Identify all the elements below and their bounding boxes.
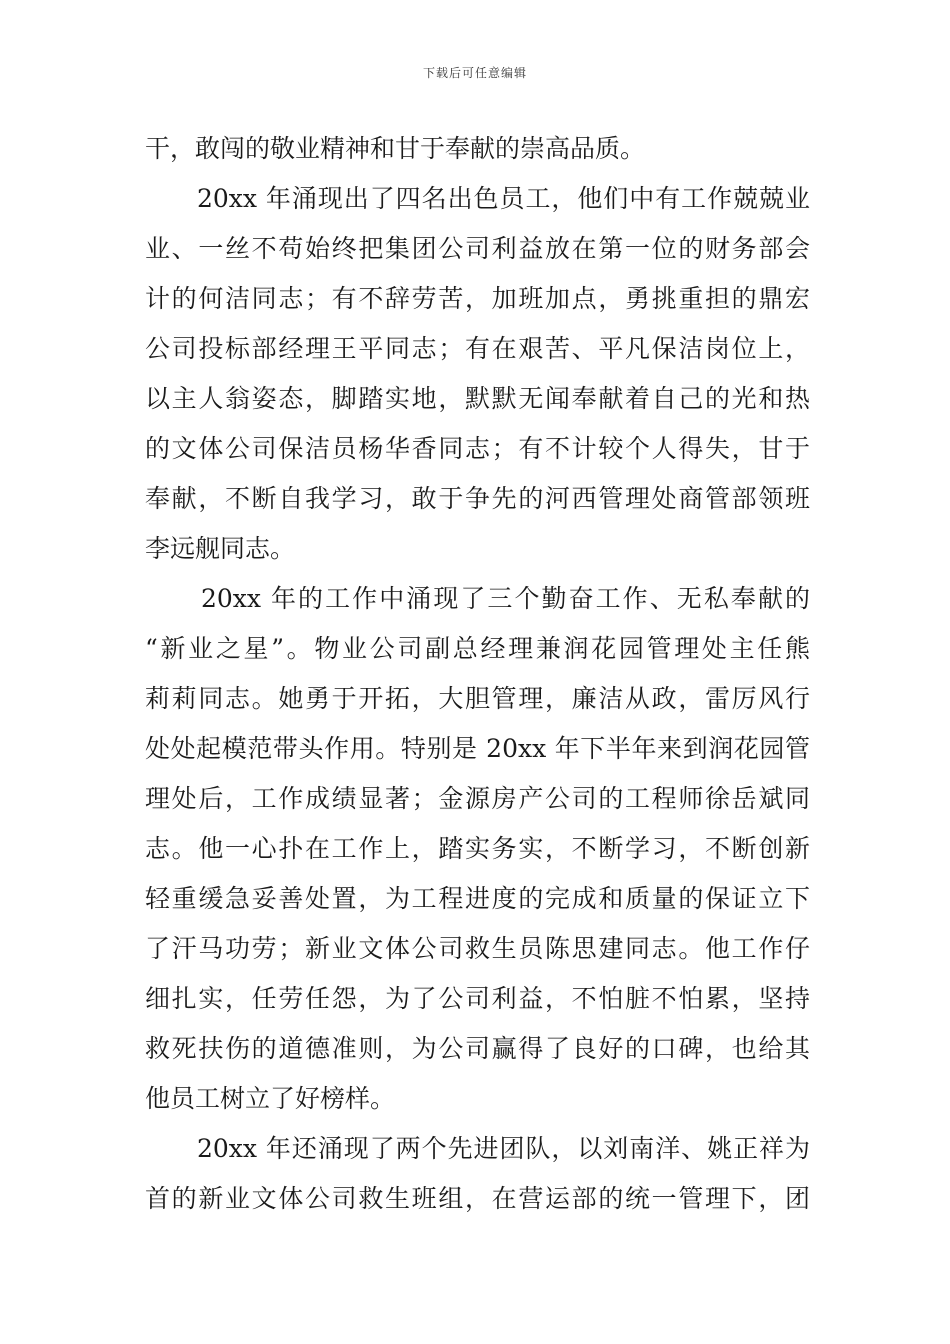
text-line: 他员工树立了好榜样。 [145, 1084, 396, 1113]
text-line: 了汗马功劳；新业文体公司救生员陈思建同志。他工作仔 [145, 934, 810, 963]
text-line: 奉献，不断自我学习，敢于争先的河西管理处商管部领班 [145, 484, 810, 513]
page-header: 下载后可任意编辑 [422, 66, 527, 80]
text-line: 理处后，工作成绩显著；金源房产公司的工程师徐岳斌同 [145, 784, 810, 813]
text-line: 志。他一心扑在工作上，踏实务实，不断学习，不断创新 [145, 834, 810, 863]
text-line: 20xx 年涌现出了四名出色员工，他们中有工作兢兢业 [197, 184, 810, 213]
text-line: 救死扶伤的道德准则，为公司赢得了良好的口碑，也给其 [145, 1034, 810, 1063]
text-line: 轻重缓急妥善处置，为工程进度的完成和质量的保证立下 [145, 884, 810, 913]
text-line: 20xx 年的工作中涌现了三个勤奋工作、无私奉献的 [201, 584, 810, 613]
document-body [145, 124, 810, 1224]
text-line: 以主人翁姿态，脚踏实地，默默无闻奉献着自己的光和热 [145, 384, 810, 413]
text-line: 20xx 年还涌现了两个先进团队，以刘南洋、姚正祥为 [197, 1134, 810, 1163]
text-line: 业、一丝不苟始终把集团公司利益放在第一位的财务部会 [145, 234, 810, 263]
text-line: 公司投标部经理王平同志；有在艰苦、平凡保洁岗位上， [145, 334, 810, 363]
text-line: 李远舰同志。 [145, 534, 296, 563]
text-line: 处处起模范带头作用。特别是 20xx 年下半年来到润花园管 [145, 734, 810, 763]
text-line: “新业之星”。物业公司副总经理兼润花园管理处主任熊 [145, 634, 810, 663]
text-line: 首的新业文体公司救生班组，在营运部的统一管理下，团 [145, 1184, 810, 1213]
text-line: 莉莉同志。她勇于开拓，大胆管理，廉洁从政，雷厉风行 [145, 684, 810, 713]
text-line: 干，敢闯的敬业精神和甘于奉献的崇高品质。 [145, 134, 646, 163]
text-line: 的文体公司保洁员杨华香同志；有不计较个人得失，甘于 [145, 434, 810, 463]
text-line: 计的何洁同志；有不辞劳苦，加班加点，勇挑重担的鼎宏 [145, 284, 810, 313]
text-line: 细扎实，任劳任怨，为了公司利益，不怕脏不怕累，坚持 [145, 984, 810, 1013]
